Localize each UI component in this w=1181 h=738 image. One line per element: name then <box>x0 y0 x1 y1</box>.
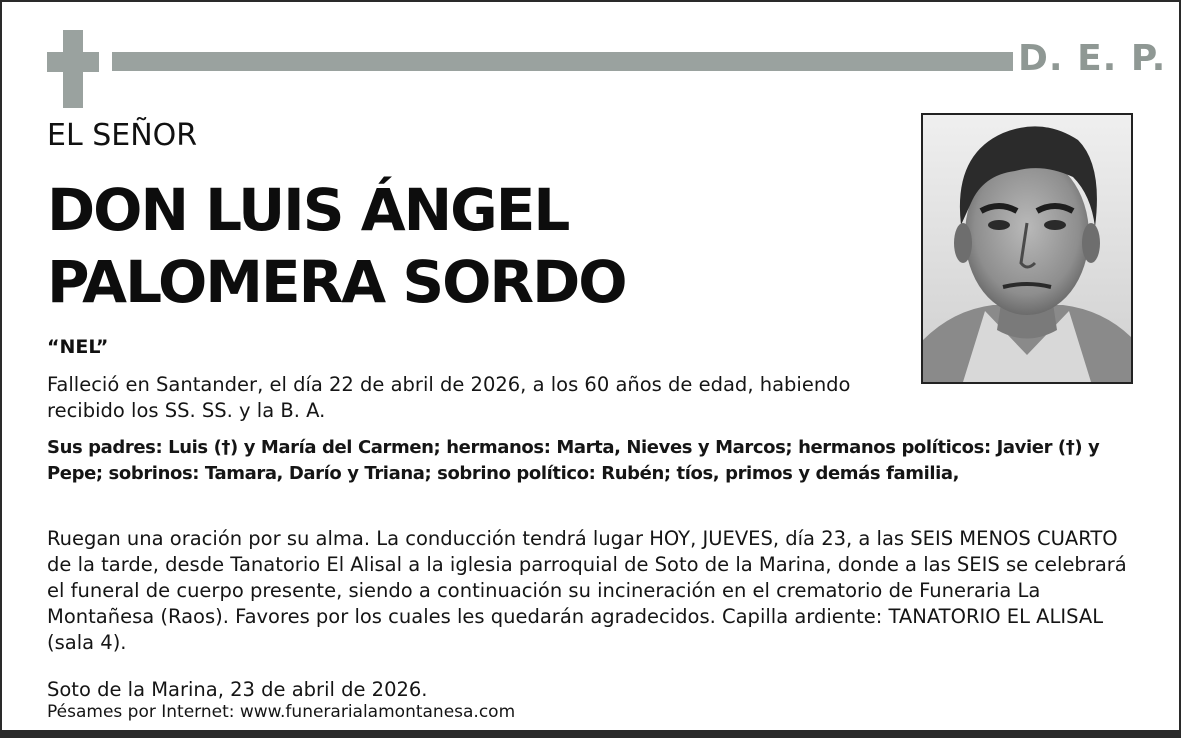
deceased-name <box>47 174 626 318</box>
deceased-name-line1: DON LUIS ÁNGEL <box>47 176 569 244</box>
header-rule <box>112 52 1013 71</box>
condolences-website: Pésames por Internet: www.funerarialamontanesa.com <box>47 702 516 722</box>
family-list: Sus padres: Luis (†) y María del Carmen; hermanos: Marta, Nieves y Marcos; hermanos políticos: Javier (†) y Pepe; sobrinos: Tamara, Darío y Triana; sobrino político: Rubén; tíos, primos y demás familia, <box>47 437 1100 484</box>
ceremony-details: Ruegan una oración por su alma. La conducción tendrá lugar HOY, JUEVES, día 23, a las SEIS MENOS CUARTO de la tarde, desde Tanatorio El Alisal a la iglesia parroquial de Soto de la Marina, donde a las SEIS se celebrará el funeral de cuerpo presente, siendo a continuación su incineración en el crematorio de Funeraria La Montañesa (Raos). Favores por los cuales les quedarán agradecidos. Capilla ardiente: TANATORIO EL ALISAL (sala 4). <box>47 527 1127 654</box>
portrait-photo-image <box>923 115 1131 382</box>
place-date: Soto de la Marina, 23 de abril de 2026. <box>47 678 428 701</box>
nickname: “NEL” <box>47 336 109 358</box>
intro-label: EL SEÑOR <box>47 118 198 153</box>
portrait-photo <box>921 113 1133 384</box>
deceased-name-line2: PALOMERA SORDO <box>47 248 626 316</box>
death-notice-text: Falleció en Santander, el día 22 de abril de 2026, a los 60 años de edad, habiendo recibido los SS. SS. y la B. A. <box>47 373 851 422</box>
dep-label: D. E. P. <box>1018 38 1167 79</box>
cross-icon <box>47 30 99 108</box>
